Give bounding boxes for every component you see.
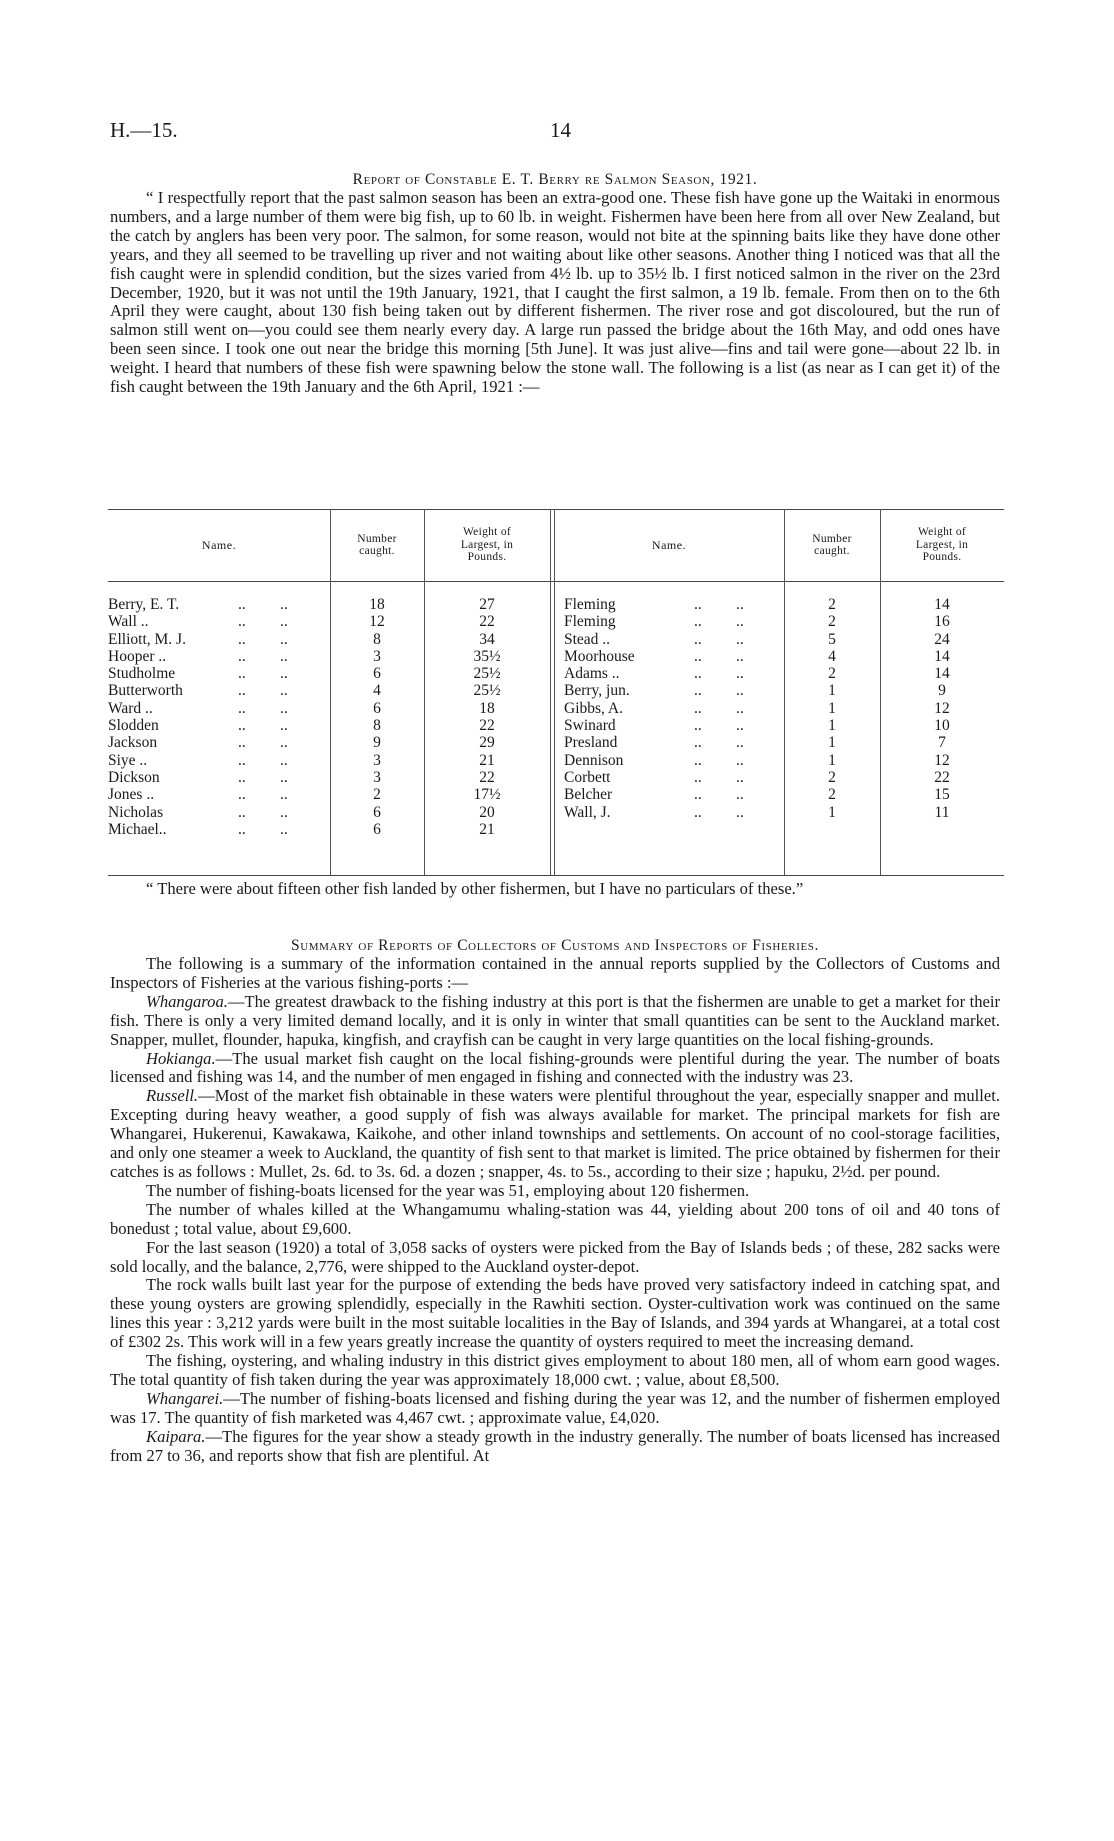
leader-dots: .. [694,717,702,735]
fisherman-name: Fleming [564,613,616,631]
number-caught-cell: 18 [369,596,385,613]
fisherman-name: Nicholas [108,803,164,821]
largest-weight-cell: 22 [479,768,495,786]
leader-dots: .. [280,786,288,804]
table-row [108,631,330,648]
header-weight-line: Largest, in [915,538,969,551]
left-weight-column [424,596,550,838]
largest-weight-cell: 22 [934,768,950,786]
number-caught-cell: 8 [373,630,381,648]
header-weight-line: Largest, in [460,538,514,551]
leader-dots: .. [736,647,744,665]
left-name-column [108,596,330,838]
leader-dots: .. [280,751,288,769]
leader-dots: .. [736,786,744,804]
hokianga-label: Hokianga. [146,1048,216,1068]
fisherman-name: Wall .. [108,613,149,631]
number-caught-cell: 4 [373,682,381,700]
table-row [564,752,784,769]
leader-dots: .. [238,751,246,769]
largest-weight-cell: 27 [479,596,495,613]
leader-dots: .. [280,596,288,613]
leader-dots: .. [694,596,702,613]
leader-dots: .. [238,647,246,665]
largest-weight-cell: 35½ [473,647,501,665]
table-row [564,631,784,648]
leader-dots: .. [280,734,288,752]
leader-dots: .. [238,734,246,752]
whangarei-label: Whangarei. [146,1388,224,1408]
leader-dots: .. [736,717,744,735]
russell-oysters-paragraph: For the last season (1920) a total of 3,058 sacks of oysters were picked from the Bay of Islands beds ; of these, 282 sacks were sold locally, and the balance, 2,776, were shipped to the Auckland oyster-depot. [110,1237,1000,1276]
header-weight-line: Weight of [462,526,512,539]
largest-weight-cell: 14 [934,665,950,683]
table-row [108,786,330,803]
report-closing: “ There were about fifteen other fish landed by other fishermen, but I have no particulars of these.” [146,879,804,898]
report-closing-block [110,880,1000,899]
table-row [564,717,784,734]
column-divider [550,509,551,875]
largest-weight-cell: 12 [934,751,950,769]
report-intro: “ I respectfully report that the past salmon season has been an extra-good one. These fish have gone up the Waitaki in enormous numbers, and a large number of them were big fish, up to 60 lb. in weight. Fishermen have been here from all over New Zealand, but the catch by anglers has been very poor. The salmon, for some reason, would not bite at the spinning baits like they have done other years, and they all seemed to be travelling up river and not waiting about like other seasons. Another thing I noticed was that all the fish caught were in splendid condition, but the sizes varied from 4½ lb. up to 35½ lb. I first noticed salmon in the river on the 23rd December, 1920, but it was not until the 19th January, 1921, that I caught the first salmon, a 19 lb. female. From then on to the 6th April they were caught, about 130 fish being taken out by different fishermen. The river rose and got discoloured, but the run of salmon still went on—you could see them nearly every day. A large run passed the bridge about the 16th May, and odd ones have been seen since. I took one out near the bridge this morning [5th June]. It was just alive—fins and tail were gone—about 22 lb. in weight. I heard that numbers of these fish were spawning below the stone wall. The following is a list (as near as I can get it) of the fish caught between the 19th January and the 6th April, 1921 :— [110,188,1000,397]
kaipara-paragraph [110,1428,1000,1466]
number-caught-cell: 5 [828,630,836,648]
fisherman-name: Belcher [564,786,613,804]
number-caught-cell: 6 [373,803,381,821]
fisherman-name: Michael.. [108,820,167,838]
table-row [108,682,330,699]
table-row [108,596,330,613]
kaipara-label: Kaipara. [146,1426,206,1446]
largest-weight-cell: 21 [479,820,495,838]
number-caught-cell: 1 [828,734,836,752]
leader-dots: .. [736,596,744,613]
fisherman-name: Corbett [564,768,611,786]
leader-dots: .. [280,820,288,838]
leader-dots: .. [736,665,744,683]
largest-weight-cell: 7 [938,734,946,752]
number-caught-cell: 1 [828,803,836,821]
whangarei-paragraph [110,1390,1000,1428]
largest-weight-cell: 9 [938,682,946,700]
header-name-label: Name. [651,537,687,552]
number-caught-cell: 1 [828,751,836,769]
largest-weight-cell: 17½ [473,786,501,804]
header-number-line: caught. [359,545,395,557]
header-weight-line: Pounds. [467,551,507,564]
table-row [108,734,330,751]
page-header [110,118,1000,148]
fisherman-name: Studholme [108,665,176,683]
hokianga-paragraph [110,1050,1000,1088]
leader-dots: .. [238,786,246,804]
number-caught-cell: 9 [373,734,381,752]
leader-dots: .. [280,682,288,700]
largest-weight-cell: 34 [479,630,495,648]
report-title: Report of Constable E. T. Berry re Salmon Season, 1921. [352,171,758,188]
fisherman-name: Elliott, M. J. [108,630,186,648]
number-caught-cell: 2 [828,665,836,683]
table-row [108,752,330,769]
fisherman-name: Adams .. [564,665,620,683]
leader-dots: .. [736,699,744,717]
fisherman-name: Berry, jun. [564,682,630,700]
leader-dots: .. [280,647,288,665]
header-name-right [554,509,784,581]
leader-dots: .. [694,768,702,786]
number-caught-cell: 8 [373,717,381,735]
table-row [564,613,784,630]
fisherman-name: Moorhouse [564,647,635,665]
header-number-line: caught. [814,545,850,557]
leader-dots: .. [280,717,288,735]
fisherman-name: Ward .. [108,699,153,717]
leader-dots: .. [694,734,702,752]
table-row [564,700,784,717]
leader-dots: .. [694,682,702,700]
table-header-rule [108,581,1004,582]
fisherman-name: Berry, E. T. [108,596,180,613]
russell-employment-paragraph: The fishing, oystering, and whaling industry in this district gives employment to about 180 men, all of whom earn good wages. The total quantity of fish taken during the year was approximately 18,000 cwt. ; value, about £8,500. [110,1351,1000,1389]
summary-title: Summary of Reports of Collectors of Customs and Inspectors of Fisheries. [291,937,819,954]
table-row [108,804,330,821]
leader-dots: .. [280,768,288,786]
russell-boats-paragraph: The number of fishing-boats licensed for the year was 51, employing about 120 fishermen. [146,1180,750,1200]
number-caught-cell: 3 [373,751,381,769]
largest-weight-cell: 24 [934,630,950,648]
table-bottom-rule [108,875,1004,876]
right-number-column [784,596,880,821]
leader-dots: .. [694,751,702,769]
whangaroa-label: Whangaroa. [146,991,228,1011]
largest-weight-cell: 10 [934,717,950,735]
largest-weight-cell: 22 [479,717,495,735]
report-intro-block [110,189,1000,397]
largest-weight-cell: 16 [934,613,950,631]
leader-dots: .. [694,630,702,648]
number-caught-cell: 6 [373,699,381,717]
summary-body [110,955,1000,1465]
leader-dots: .. [238,768,246,786]
leader-dots: .. [736,751,744,769]
fisherman-name: Dickson [108,768,160,786]
table-row [564,804,784,821]
table-row [108,717,330,734]
fisherman-name: Slodden [108,717,159,735]
fisherman-name: Gibbs, A. [564,699,623,717]
leader-dots: .. [238,596,246,613]
number-caught-cell: 2 [828,768,836,786]
russell-label: Russell. [146,1086,199,1106]
table-row [564,786,784,803]
leader-dots: .. [280,630,288,648]
fisherman-name: Butterworth [108,682,183,700]
summary-intro: The following is a summary of the information contained in the annual reports supplied by the Collectors of Customs and Inspectors of Fisheries at the various fishing-ports :— [110,954,1000,992]
left-number-column [330,596,424,838]
russell-whales-paragraph: The number of whales killed at the Whangamumu whaling-station was 44, yielding about 200 tons of oil and 40 tons of bonedust ; total value, about £9,600. [110,1199,1000,1238]
leader-dots: .. [694,665,702,683]
leader-dots: .. [736,613,744,631]
largest-weight-cell: 14 [934,596,950,613]
fisherman-name: Swinard [564,717,616,735]
number-caught-cell: 4 [828,647,836,665]
number-caught-cell: 2 [828,613,836,631]
leader-dots: .. [238,820,246,838]
table-row [564,665,784,682]
leader-dots: .. [238,717,246,735]
leader-dots: .. [736,630,744,648]
fish-caught-table [108,509,1004,875]
whangaroa-text: —The greatest drawback to the fishing industry at this port is that the fishermen are unable to get a market for their fish. There is only a very limited demand locally, and it is only in winter that small quantities can be sent to the Auckland market. Snapper, mullet, flounder, hapuka, kingfish, and crayfish can be caught in very large quantities on the local fishing-grounds. [110,991,1000,1049]
fisherman-name: Hooper .. [108,647,167,665]
leader-dots: .. [280,665,288,683]
number-caught-cell: 6 [373,665,381,683]
kaipara-text: —The figures for the year show a steady growth in the industry generally. The number of boats licensed has increased from 27 to 36, and reports show that fish are plentiful. At [110,1426,1000,1465]
header-name-label: Name. [201,537,237,552]
leader-dots: .. [694,613,702,631]
largest-weight-cell: 25½ [473,665,501,683]
whangarei-text: —The number of fishing-boats licensed and fishing during the year was 12, and the number of fishermen employed was 17. The quantity of fish marketed was 4,467 cwt. ; approximate value, £4,020. [110,1388,1000,1427]
table-row [108,769,330,786]
leader-dots: .. [694,647,702,665]
leader-dots: .. [238,630,246,648]
table-row [108,665,330,682]
fisherman-name: Jones .. [108,786,155,804]
table-row [564,734,784,751]
header-number-right [784,509,880,581]
right-name-column [564,596,784,821]
page-number: 14 [550,118,571,142]
number-caught-cell: 6 [373,820,381,838]
largest-weight-cell: 29 [479,734,495,752]
table-row [564,682,784,699]
fisherman-name: Siye .. [108,751,148,769]
largest-weight-cell: 14 [934,647,950,665]
leader-dots: .. [238,613,246,631]
leader-dots: .. [736,734,744,752]
number-caught-cell: 1 [828,699,836,717]
leader-dots: .. [238,682,246,700]
fisherman-name: Stead .. [564,630,611,648]
leader-dots: .. [736,768,744,786]
leader-dots: .. [238,665,246,683]
leader-dots: .. [736,803,744,821]
header-number-line: Number [812,532,852,545]
fisherman-name: Dennison [564,751,624,769]
leader-dots: .. [694,699,702,717]
leader-dots: .. [280,699,288,717]
document-code: H.—15. [110,118,178,142]
fisherman-name: Jackson [108,734,158,752]
largest-weight-cell: 11 [934,803,950,821]
header-weight-right [880,509,1004,581]
number-caught-cell: 3 [373,768,381,786]
header-weight-line: Weight of [917,526,967,539]
header-weight-left [424,509,550,581]
table-row [108,821,330,838]
table-row [108,648,330,665]
largest-weight-cell: 15 [934,786,950,804]
russell-text: —Most of the market fish obtainable in these waters were plentiful throughout the year, especially snapper and mullet. Excepting during heavy weather, a good supply of fish was always available for market. The principal markets for fish are Whangarei, Hukerenui, Kawakawa, Kaikohe, and other inland townships and settlements. On account of no cool-storage facilities, and only one steamer a week to Auckland, the quantity of fish sent to that market is limited. The price obtained by fishermen for their catches is as follows : Mullet, 2s. 6d. to 3s. 6d. a dozen ; snapper, 4s. to 5s., according to their size ; hapuku, 2½d. per pound. [110,1086,1000,1181]
header-weight-line: Pounds. [922,551,962,564]
largest-weight-cell: 12 [934,699,950,717]
leader-dots: .. [238,699,246,717]
number-caught-cell: 1 [828,682,836,700]
number-caught-cell: 3 [373,647,381,665]
largest-weight-cell: 22 [479,613,495,631]
leader-dots: .. [280,803,288,821]
fisherman-name: Presland [564,734,618,752]
table-row [108,613,330,630]
largest-weight-cell: 25½ [473,682,501,700]
whangaroa-paragraph [110,993,1000,1050]
header-name-left [108,509,330,581]
right-weight-column [880,596,1004,821]
table-row [564,648,784,665]
table-row [564,596,784,613]
largest-weight-cell: 20 [479,803,495,821]
largest-weight-cell: 18 [479,699,495,717]
number-caught-cell: 2 [828,786,836,804]
leader-dots: .. [694,803,702,821]
fisherman-name: Fleming [564,596,616,613]
table-row [108,700,330,717]
leader-dots: .. [736,682,744,700]
fisherman-name: Wall, J. [564,803,611,821]
leader-dots: .. [280,613,288,631]
table-row [564,769,784,786]
number-caught-cell: 1 [828,717,836,735]
russell-paragraph [110,1087,1000,1182]
leader-dots: .. [238,803,246,821]
hokianga-text: —The usual market fish caught on the local fishing-grounds were plentiful during the year. The number of boats licensed and fishing was 14, and the number of men engaged in fishing and connected with the industry was 23. [110,1048,1000,1087]
leader-dots: .. [694,786,702,804]
russell-walls-paragraph: The rock walls built last year for the purpose of extending the beds have proved very satisfactory indeed in catching spat, and these young oysters are growing splendidly, especially in the Rawhiti section. Oyster-cultivation work was continued on the same lines this year : 3,212 yards were built in the most suitable localities in the Bay of Islands, and 394 yards at Whangarei, at a total cost of £302 2s. This work will in a few years greatly increase the quantity of oysters required to meet the increasing demand. [110,1275,1000,1352]
number-caught-cell: 2 [373,786,381,804]
largest-weight-cell: 21 [479,751,495,769]
number-caught-cell: 12 [369,613,385,631]
header-number-left [330,509,424,581]
number-caught-cell: 2 [828,596,836,613]
header-number-line: Number [357,532,397,545]
